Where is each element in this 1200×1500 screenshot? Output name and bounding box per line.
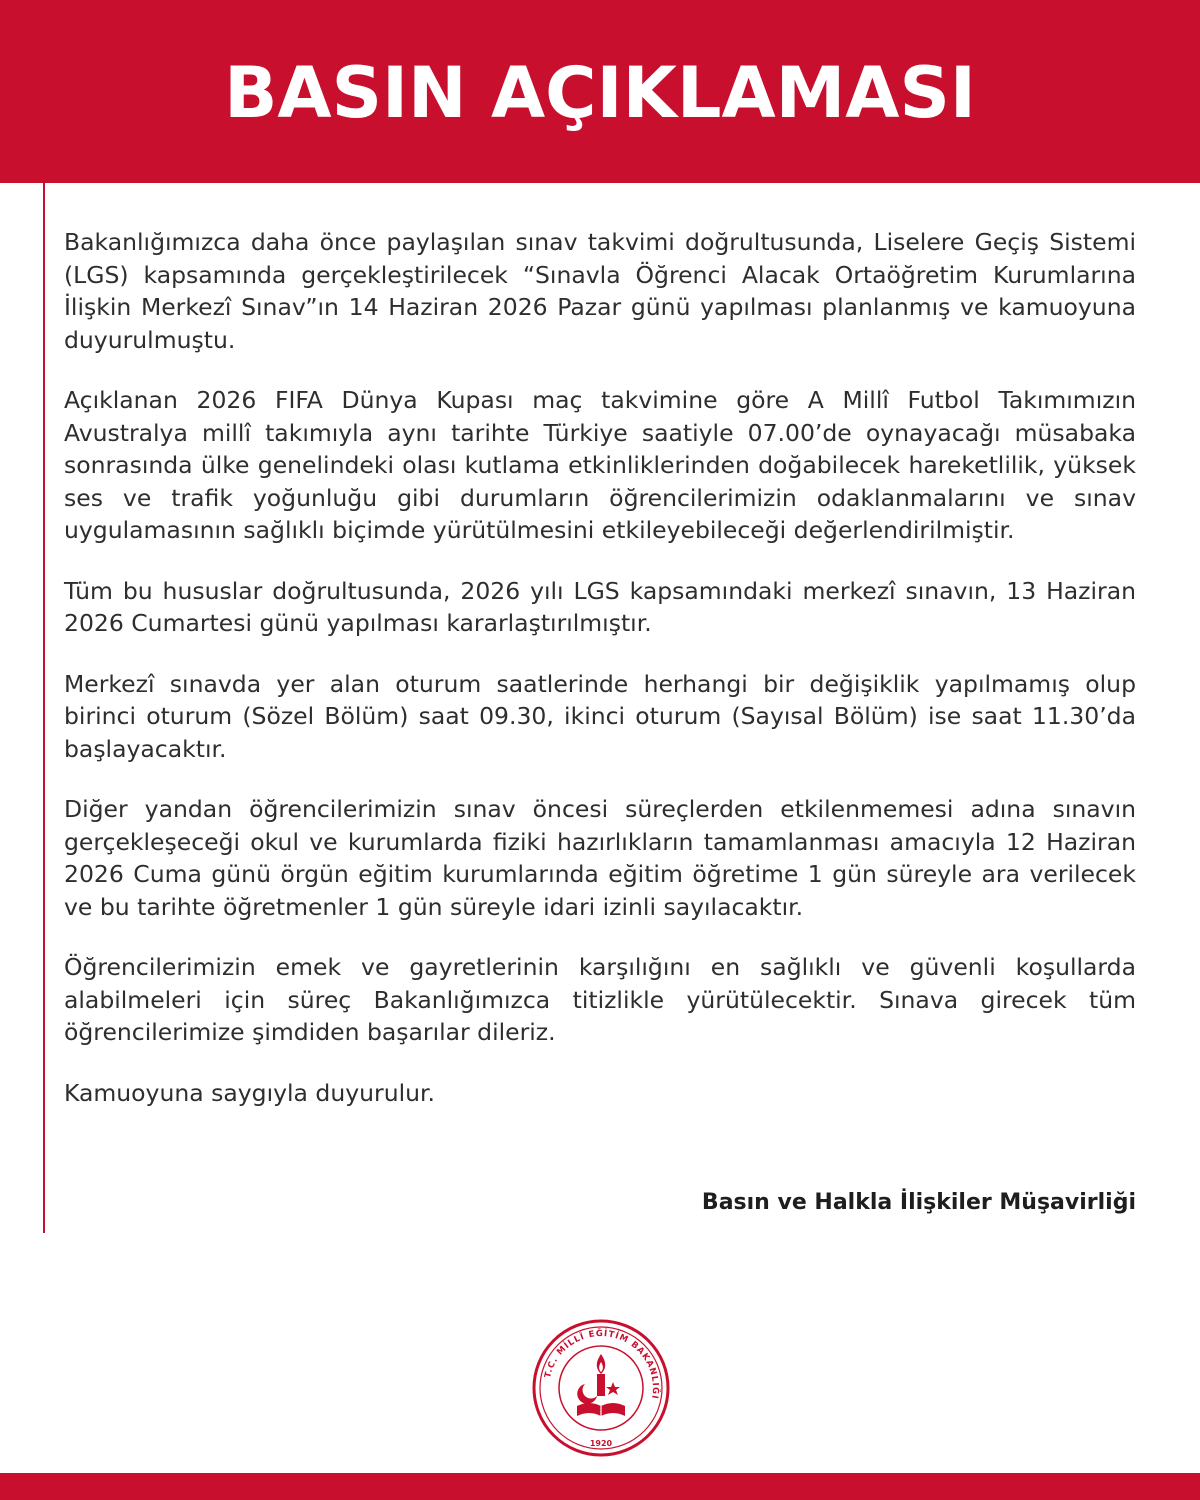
paragraph-exam-schedule: Bakanlığımızca daha önce paylaşılan sınav takvimi doğrultusunda, Liselere Geçiş Sistemi (LGS) kapsamında gerçekleştirilecek “Sınavla Öğrenci Alacak Ortaöğretim Kurumlarına İlişkin Merkezî Sınav”ın 14 Haziran 2026 Pazar günü yapılması planlanmış ve kamuoyuna duyurulmuştu.: [64, 228, 1136, 354]
press-release-body: [64, 226, 1136, 1137]
ministry-seal-icon: [531, 1318, 671, 1458]
seal-year: 1920: [589, 1439, 613, 1448]
left-accent-rule: [43, 183, 45, 1233]
page-title: BASIN AÇIKLAMASI: [224, 51, 976, 134]
paragraph-good-wishes: Öğrencilerimizin emek ve gayretlerinin karşılığını en sağlıklı ve güvenli koşullarda alabilmeleri için süreç Bakanlığımızca titizlikle yürütülecektir. Sınava girecek tüm öğrencilerimize şimdiden başarılar dileriz.: [64, 953, 1136, 1046]
paragraph-school-break: Diğer yandan öğrencilerimizin sınav öncesi süreçlerden etkilenmemesi adına sınavın gerçekleşeceği okul ve kurumlarda fiziki hazırlıkların tamamlanması amacıyla 12 Haziran 2026 Cuma günü örgün eğitim kurumlarında eğitim öğretime 1 gün süreyle ara verilecek ve bu tarihte öğretmenler 1 gün süreyle idari izinli sayılacaktır.: [64, 795, 1136, 921]
paragraph-decision: Tüm bu hususlar doğrultusunda, 2026 yılı LGS kapsamındaki merkezî sınavın, 13 Haziran 2026 Cumartesi günü yapılması kararlaştırılmıştır.: [64, 576, 1136, 637]
paragraph-closing: Kamuoyuna saygıyla duyurulur.: [64, 1078, 435, 1107]
footer-strip: [0, 1473, 1200, 1500]
header-banner: [0, 0, 1200, 183]
seal-ring-text: T.C. MİLLÎ EĞİTİM BAKANLIĞI: [543, 1328, 661, 1401]
paragraph-session-times: Merkezî sınavda yer alan oturum saatlerinde herhangi bir değişiklik yapılmamış olup birinci oturum (Sözel Bölüm) saat 09.30, ikinci oturum (Sayısal Bölüm) ise saat 11.30’da başlayacaktır.: [64, 669, 1136, 763]
paragraph-world-cup: Açıklanan 2026 FIFA Dünya Kupası maç takvimine göre A Millî Futbol Takımımızın Avustralya millî takımıyla aynı tarihte Türkiye saatiyle 07.00’de oynayacağı müsabaka sonrasında ülke genelindeki olası kutlama etkinliklerinden doğabilecek hareketlilik, yüksek ses ve trafik yoğunluğu gibi durumların öğrencilerimizin odaklanmalarını ve sınav uygulamasının sağlıklı biçimde yürütülmesini etkileyebileceği değerlendirilmiştir.: [64, 386, 1136, 544]
signature: Basın ve Halkla İlişkiler Müşavirliği: [701, 1190, 1136, 1215]
